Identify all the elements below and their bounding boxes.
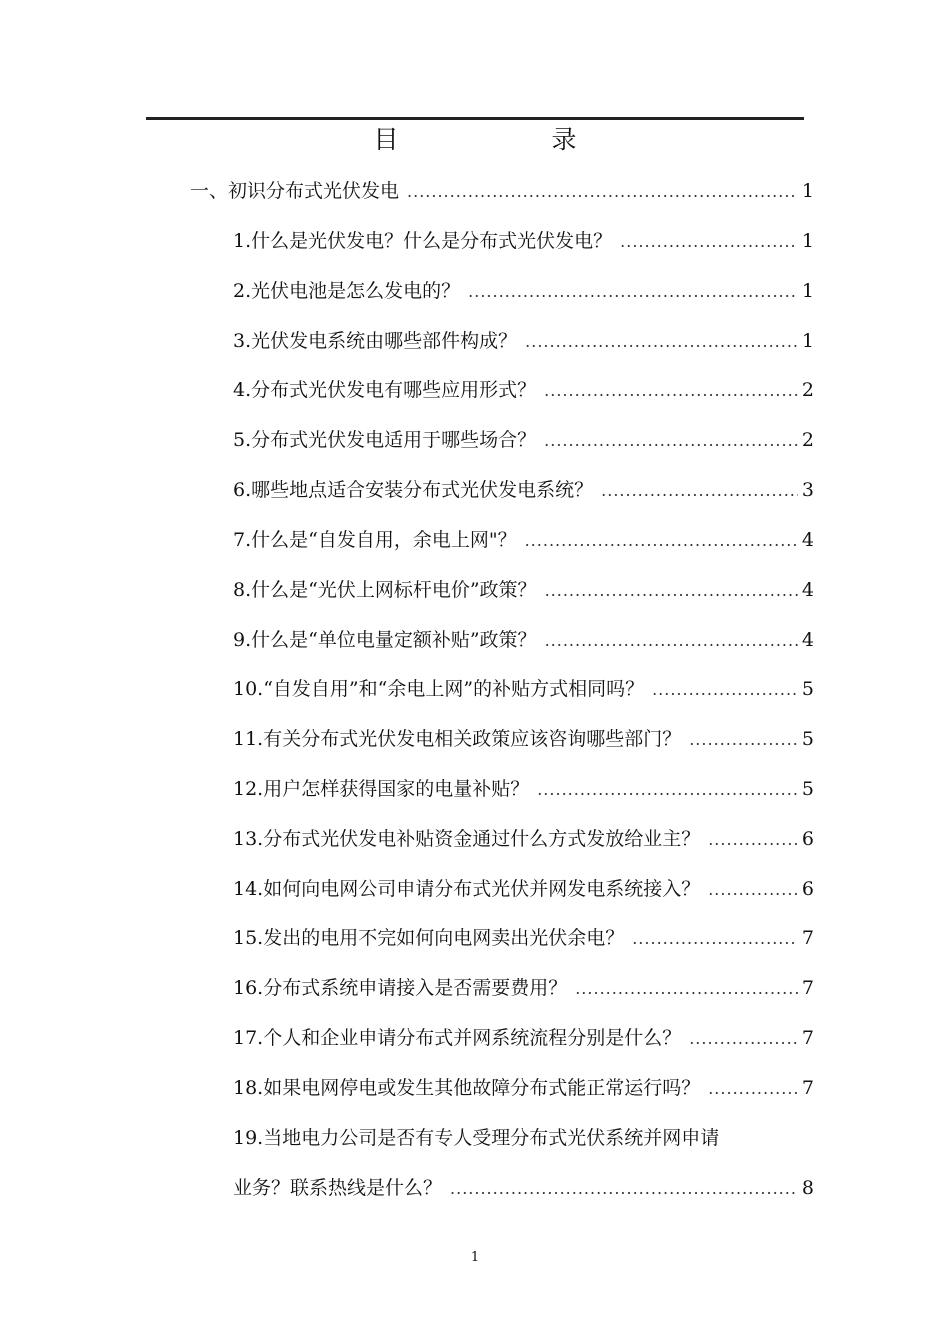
toc-item-18[interactable] [233, 1073, 814, 1103]
toc-item-4[interactable] [233, 375, 814, 405]
toc-entry-label: 11.有关分布式光伏发电相关政策应该咨询哪些部门？ [233, 728, 682, 750]
dot-leader [689, 1024, 798, 1054]
toc-entry-page: 7 [801, 977, 814, 999]
toc-entry-label: 4.分布式光伏发电有哪些应用形式？ [233, 379, 537, 401]
toc-entry-page: 2 [801, 429, 814, 451]
toc-entry-label: 一、初识分布式光伏发电 [190, 180, 400, 202]
toc-entry-page: 5 [801, 778, 814, 800]
toc-item-13[interactable] [233, 824, 814, 854]
dot-leader [525, 526, 798, 556]
dot-leader [468, 277, 798, 307]
toc-entry-page: 7 [801, 1077, 814, 1099]
toc-entry-page: 7 [801, 1027, 814, 1049]
toc-entry-label: 14.如何向电网公司申请分布式光伏并网发电系统接入？ [233, 878, 701, 900]
toc-entry-label: 2.光伏电池是怎么发电的？ [233, 280, 461, 302]
toc-entry-label: 12.用户怎样获得国家的电量补贴？ [233, 778, 530, 800]
dot-leader [545, 576, 798, 606]
toc-entry-page: 4 [801, 579, 814, 601]
toc-entry-label: 13.分布式光伏发电补贴资金通过什么方式发放给业主？ [233, 828, 701, 850]
toc-item-5[interactable] [233, 425, 814, 455]
toc-item-19-line1[interactable] [233, 1123, 719, 1153]
toc-entry-page: 8 [801, 1177, 814, 1199]
dot-leader [537, 775, 798, 805]
toc-entry-page: 6 [801, 828, 814, 850]
toc-entry-label: 16.分布式系统申请接入是否需要费用？ [233, 977, 568, 999]
footer-page-number: 1 [470, 1250, 480, 1265]
toc-item-7[interactable] [233, 525, 814, 555]
toc-entry-page: 7 [801, 927, 814, 949]
toc-entry-label: 5.分布式光伏发电适用于哪些场合？ [233, 429, 537, 451]
toc-entry-label: 7.什么是“自发自用，余电上网"？ [233, 529, 517, 551]
dot-leader [708, 1074, 798, 1104]
toc-item-11[interactable] [233, 724, 814, 754]
toc-item-12[interactable] [233, 774, 814, 804]
toc-entry-page: 5 [801, 678, 814, 700]
toc-entry-page: 6 [801, 878, 814, 900]
toc-entry-page: 2 [801, 379, 814, 401]
toc-entry-label: 10.“自发自用”和“余电上网”的补贴方式相同吗？ [233, 678, 645, 700]
toc-entry-page: 1 [801, 280, 814, 302]
toc-entry-label: 业务？联系热线是什么？ [233, 1177, 443, 1199]
toc-entry-label: 18.如果电网停电或发生其他故障分布式能正常运行吗？ [233, 1077, 701, 1099]
toc-item-8[interactable] [233, 575, 814, 605]
toc-entry-page: 1 [801, 230, 814, 252]
toc-entry-label: 15.发出的电用不完如何向电网卖出光伏余电？ [233, 927, 625, 949]
toc-item-3[interactable] [233, 326, 814, 356]
toc-entry-page: 5 [801, 728, 814, 750]
dot-leader [450, 1174, 798, 1204]
dot-leader [545, 626, 798, 656]
dot-leader [632, 924, 798, 954]
toc-entry-label: 1.什么是光伏发电？什么是分布式光伏发电？ [233, 230, 613, 252]
dot-leader [620, 227, 798, 257]
dot-leader [575, 974, 798, 1004]
toc-item-1[interactable] [233, 226, 814, 256]
dot-leader [689, 725, 798, 755]
dot-leader [652, 675, 798, 705]
toc-entry-page: 3 [801, 479, 814, 501]
toc-item-16[interactable] [233, 973, 814, 1003]
toc-item-14[interactable] [233, 874, 814, 904]
dot-leader [601, 476, 798, 506]
toc-title: 目 录 [373, 125, 641, 154]
toc-entry-page: 1 [801, 180, 814, 202]
toc-section-1[interactable] [190, 176, 814, 206]
dot-leader [708, 825, 798, 855]
toc-entry-label: 3.光伏发电系统由哪些部件构成？ [233, 330, 518, 352]
toc-entry-label: 19.当地电力公司是否有专人受理分布式光伏系统并网申请 [233, 1127, 720, 1149]
toc-item-10[interactable] [233, 674, 814, 704]
toc-item-6[interactable] [233, 475, 814, 505]
dot-leader [407, 177, 798, 207]
toc-entry-label: 8.什么是“光伏上网标杆电价”政策？ [233, 579, 537, 601]
toc-entry-label: 17.个人和企业申请分布式并网系统流程分别是什么？ [233, 1027, 682, 1049]
dot-leader [544, 376, 798, 406]
toc-entry-page: 4 [801, 629, 814, 651]
toc-item-9[interactable] [233, 625, 814, 655]
toc-entry-page: 4 [801, 529, 814, 551]
toc-item-15[interactable] [233, 923, 814, 953]
toc-entry-label: 6.哪些地点适合安装分布式光伏发电系统？ [233, 479, 594, 501]
toc-item-19-line2[interactable] [233, 1173, 814, 1203]
toc-item-17[interactable] [233, 1023, 814, 1053]
toc-item-2[interactable] [233, 276, 814, 306]
dot-leader [544, 426, 798, 456]
dot-leader [525, 327, 798, 357]
dot-leader [708, 875, 798, 905]
toc-entry-page: 1 [801, 330, 814, 352]
toc-entry-label: 9.什么是“单位电量定额补贴”政策？ [233, 629, 537, 651]
